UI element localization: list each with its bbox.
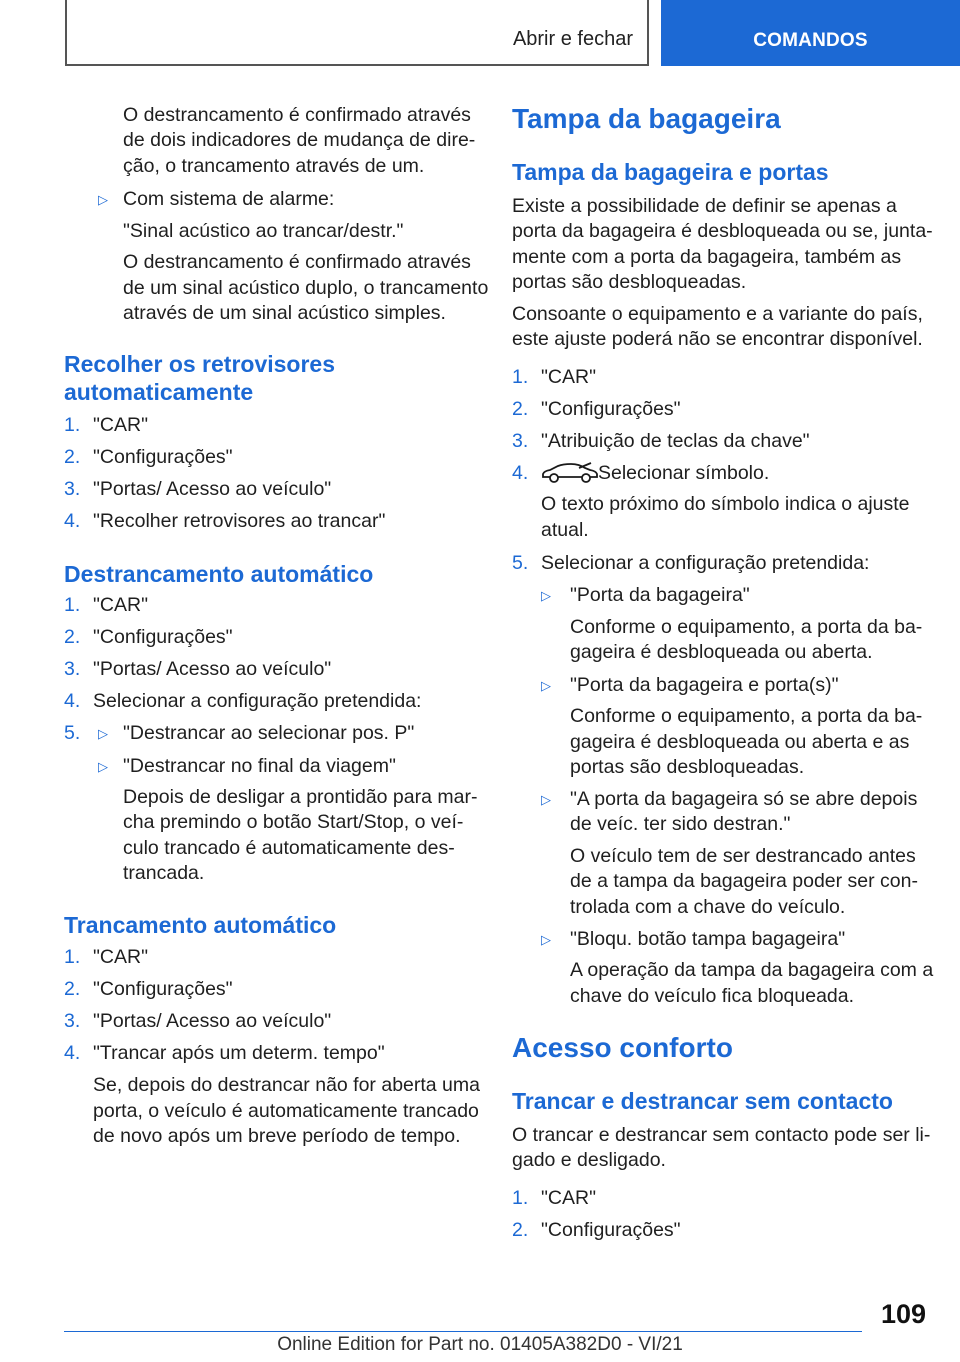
trunk-para-line: porta da bagageira é desbloqueada ou se, junta‐ — [512, 220, 933, 242]
step-number: 4. — [64, 690, 81, 712]
auto-unlock-desc-line: Depois de desligar a prontidão para mar‐ — [123, 786, 478, 808]
car-icon — [541, 462, 599, 484]
auto-unlock-step: "CAR" — [93, 594, 149, 616]
comfort-step: "Configurações" — [541, 1219, 681, 1241]
alarm-desc-line: O destrancamento é confirmado através — [123, 251, 471, 273]
mirrors-step: "Portas/ Acesso ao veículo" — [93, 478, 332, 500]
step-number: 1. — [64, 594, 81, 616]
trunk-step-desc-line: O texto próximo do símbolo indica o ajuste — [541, 493, 910, 515]
step-number: 5. — [64, 722, 81, 744]
bullet-triangle-icon: ▷ — [541, 588, 551, 603]
header-section-box — [65, 0, 649, 66]
trunk-option: "A porta da bagageira só se abre depois — [570, 788, 918, 810]
mirrors-step: "CAR" — [93, 414, 149, 436]
step-number: 3. — [64, 658, 81, 680]
trunk-option-desc-line: Conforme o equipamento, a porta da ba‐ — [570, 705, 923, 727]
section-title: Abrir e fechar — [512, 28, 633, 50]
auto-unlock-option: "Destrancar no final da viagem" — [123, 755, 396, 777]
trunk-option: de veíc. ter sido destran." — [570, 813, 791, 835]
step-number: 2. — [64, 446, 81, 468]
step-number: 5. — [512, 552, 529, 574]
trunk-para-line: Existe a possibilidade de definir se apenas a — [512, 195, 897, 217]
footer-edition: Online Edition for Part no. 01405A382D0 - VI/21 — [277, 1334, 683, 1355]
comfort-subheading: Trancar e destrancar sem contacto — [512, 1088, 893, 1114]
step-number: 3. — [512, 430, 529, 452]
step-number: 2. — [512, 398, 529, 420]
bullet-triangle-icon: ▷ — [98, 726, 108, 741]
step-number: 1. — [64, 414, 81, 436]
mirrors-step: "Recolher retrovisores ao trancar" — [93, 510, 386, 532]
trunk-option-desc-line: O veículo tem de ser destrancado antes — [570, 845, 916, 867]
comfort-step: "CAR" — [541, 1187, 597, 1209]
auto-unlock-desc-line: trancada. — [123, 862, 205, 884]
trunk-step: Selecionar a configuração pretendida: — [541, 552, 870, 574]
page-number: 109 — [880, 1299, 926, 1329]
trunk-option-desc-line: de a tampa da bagageira poder ser con‐ — [570, 870, 918, 892]
auto-lock-step: "Configurações" — [93, 978, 233, 1000]
alarm-item: "Sinal acústico ao trancar/destr." — [123, 220, 404, 242]
auto-lock-step: "CAR" — [93, 946, 149, 968]
step-number: 1. — [512, 366, 529, 388]
trunk-option-desc-line: A operação da tampa da bagageira com a — [570, 959, 934, 981]
auto-lock-step: "Portas/ Acesso ao veículo" — [93, 1010, 332, 1032]
auto-unlock-heading: Destrancamento automático — [64, 561, 374, 587]
step-number: 4. — [512, 462, 529, 484]
step-number: 4. — [64, 1042, 81, 1064]
trunk-step: "Atribuição de teclas da chave" — [541, 430, 810, 452]
bullet-triangle-icon: ▷ — [541, 678, 551, 693]
auto-unlock-desc-line: culo trancado é automaticamente des‐ — [123, 837, 455, 859]
auto-lock-heading: Trancamento automático — [64, 912, 337, 938]
auto-unlock-step: "Portas/ Acesso ao veículo" — [93, 658, 332, 680]
step-number: 2. — [64, 978, 81, 1000]
comfort-para-line: gado e desligado. — [512, 1149, 666, 1171]
bullet-triangle-icon: ▷ — [98, 759, 108, 774]
auto-unlock-desc-line: cha premindo o botão Start/Stop, o veí‐ — [123, 811, 464, 833]
header-chapter-box — [661, 0, 960, 66]
trunk-option-desc-line: Conforme o equipamento, a porta da ba‐ — [570, 616, 923, 638]
trunk-para-line: mente com a porta da bagageira, também as — [512, 246, 902, 268]
trunk-option-desc-line: gageira é desbloqueada ou aberta e as — [570, 731, 910, 753]
alarm-bullet: Com sistema de alarme: — [123, 188, 335, 210]
step-number: 4. — [64, 510, 81, 532]
intro-line: ção, o trancamento através de um. — [123, 155, 425, 177]
step-number: 1. — [64, 946, 81, 968]
trunk-para-line: portas são desbloqueadas. — [512, 271, 747, 293]
trunk-heading: Tampa da bagageira — [512, 103, 781, 134]
intro-line: de dois indicadores de mudança de dire‐ — [123, 129, 476, 151]
auto-unlock-step: Selecionar a configuração pretendida: — [93, 690, 422, 712]
trunk-step: "Configurações" — [541, 398, 681, 420]
step-number: 1. — [512, 1187, 529, 1209]
step-number: 2. — [512, 1219, 529, 1241]
bullet-triangle-icon: ▷ — [541, 932, 551, 947]
footer-divider — [64, 1331, 862, 1332]
trunk-option: "Bloqu. botão tampa bagageira" — [570, 928, 846, 950]
trunk-para-line: este ajuste poderá não se encontrar disponível. — [512, 328, 923, 350]
trunk-step-desc-line: atual. — [541, 519, 589, 541]
chapter-title: COMANDOS — [753, 30, 868, 51]
auto-unlock-option: "Destrancar ao selecionar pos. P" — [123, 722, 415, 744]
bullet-triangle-icon: ▷ — [541, 792, 551, 807]
trunk-option-desc-line: portas são desbloqueadas. — [570, 756, 805, 778]
trunk-subheading: Tampa da bagageira e portas — [512, 159, 829, 185]
step-number: 3. — [64, 478, 81, 500]
trunk-para-line: Consoante o equipamento e a variante do país, — [512, 303, 923, 325]
trunk-option-desc-line: chave do veículo fica bloqueada. — [570, 985, 855, 1007]
trunk-option: "Porta da bagageira" — [570, 584, 750, 606]
trunk-option-desc-line: trolada com a chave do veículo. — [570, 896, 846, 918]
step-number: 2. — [64, 626, 81, 648]
mirrors-step: "Configurações" — [93, 446, 233, 468]
alarm-desc-line: de um sinal acústico duplo, o trancamento — [123, 277, 489, 299]
auto-lock-desc-line: de novo após um breve período de tempo. — [93, 1125, 461, 1147]
auto-unlock-step: "Configurações" — [93, 626, 233, 648]
step-number: 3. — [64, 1010, 81, 1032]
comfort-heading: Acesso conforto — [512, 1032, 733, 1063]
mirrors-heading: Recolher os retrovisores — [64, 351, 336, 377]
auto-lock-step: "Trancar após um determ. tempo" — [93, 1042, 385, 1064]
intro-line: O destrancamento é confirmado através — [123, 104, 471, 126]
mirrors-heading: automaticamente — [64, 379, 254, 405]
trunk-option: "Porta da bagageira e porta(s)" — [570, 674, 839, 696]
auto-lock-desc-line: Se, depois do destrancar não for aberta uma — [93, 1074, 480, 1096]
comfort-para-line: O trancar e destrancar sem contacto pode ser li‐ — [512, 1124, 931, 1146]
alarm-desc-line: através de um sinal acústico simples. — [123, 302, 446, 324]
bullet-triangle-icon: ▷ — [98, 192, 108, 207]
trunk-step: Selecionar símbolo. — [598, 462, 770, 484]
trunk-step: "CAR" — [541, 366, 597, 388]
trunk-option-desc-line: gageira é desbloqueada ou aberta. — [570, 641, 873, 663]
auto-lock-desc-line: porta, o veículo é automaticamente trancado — [93, 1100, 479, 1122]
